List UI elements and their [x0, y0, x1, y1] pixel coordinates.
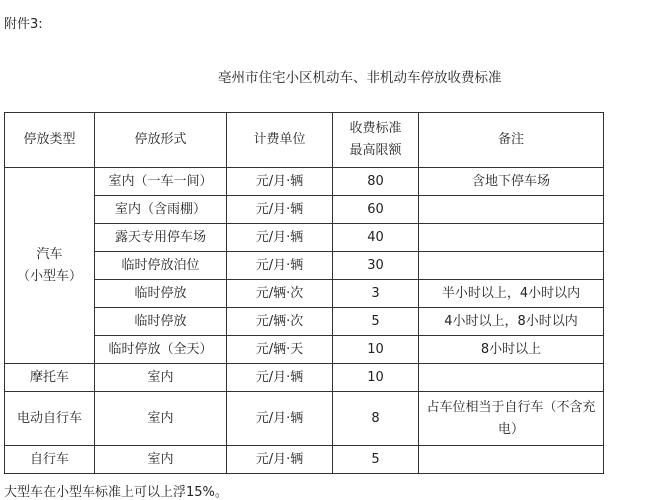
cell-form: 室内	[95, 392, 227, 446]
cell-fee: 10	[333, 364, 419, 392]
table-row	[5, 280, 604, 308]
type-car-line2: （小型车）	[16, 268, 82, 284]
annex-label: 附件3:	[4, 17, 43, 32]
cell-fee: 5	[333, 446, 419, 474]
document-title: 亳州市住宅小区机动车、非机动车停放收费标准	[218, 70, 502, 86]
type-car	[5, 168, 95, 364]
header-billing-unit: 计费单位	[227, 113, 333, 168]
cell-unit: 元/月·辆	[227, 224, 333, 252]
cell-form: 临时停放	[95, 308, 227, 336]
type-bicycle: 自行车	[5, 446, 95, 474]
cell-note	[419, 446, 604, 474]
type-motorcycle: 摩托车	[5, 364, 95, 392]
cell-note	[419, 252, 604, 280]
cell-fee: 30	[333, 252, 419, 280]
cell-form: 室内	[95, 446, 227, 474]
type-ebike: 电动自行车	[5, 392, 95, 446]
type-car-line1: 汽车	[36, 246, 63, 262]
table-row	[5, 168, 604, 196]
cell-unit: 元/月·辆	[227, 364, 333, 392]
cell-note	[419, 196, 604, 224]
cell-unit: 元/月·辆	[227, 392, 333, 446]
footnote: 大型车在小型车标准上可以上浮15%。	[4, 485, 228, 500]
cell-form: 室内（一车一间）	[95, 168, 227, 196]
parking-fee-table	[4, 112, 604, 474]
table-row	[5, 308, 604, 336]
cell-unit: 元/辆·次	[227, 308, 333, 336]
cell-fee: 60	[333, 196, 419, 224]
cell-fee: 3	[333, 280, 419, 308]
cell-fee: 80	[333, 168, 419, 196]
header-fee-standard: 收费标准	[349, 121, 402, 136]
cell-unit: 元/月·辆	[227, 446, 333, 474]
cell-form: 临时停放（全天）	[95, 336, 227, 364]
cell-form: 室内（含雨棚）	[95, 196, 227, 224]
note-ebike-line1: 占车位相当于自行车（不含充	[426, 399, 596, 415]
table-row	[5, 364, 604, 392]
table-row	[5, 224, 604, 252]
cell-unit: 元/辆·次	[227, 280, 333, 308]
cell-unit: 元/月·辆	[227, 196, 333, 224]
table-row	[5, 446, 604, 474]
cell-unit: 元/月·辆	[227, 168, 333, 196]
table-row	[5, 392, 604, 446]
note-ebike-line2: 电）	[497, 421, 524, 437]
cell-note: 半小时以上，4小时以内	[419, 280, 604, 308]
cell-fee: 10	[333, 336, 419, 364]
cell-form: 露天专用停车场	[95, 224, 227, 252]
table-row	[5, 252, 604, 280]
header-parking-form: 停放形式	[95, 113, 227, 168]
cell-note: 8小时以上	[419, 336, 604, 364]
header-max-fee	[333, 113, 419, 168]
cell-fee: 5	[333, 308, 419, 336]
cell-note	[419, 224, 604, 252]
cell-unit: 元/辆·天	[227, 336, 333, 364]
header-max-limit: 最高限额	[349, 143, 402, 158]
cell-note	[419, 364, 604, 392]
cell-unit: 元/月·辆	[227, 252, 333, 280]
header-remarks: 备注	[419, 113, 604, 168]
cell-fee: 40	[333, 224, 419, 252]
cell-fee: 8	[333, 392, 419, 446]
table-header-row	[5, 113, 604, 168]
cell-form: 临时停放	[95, 280, 227, 308]
cell-note: 含地下停车场	[419, 168, 604, 196]
cell-form: 临时停放泊位	[95, 252, 227, 280]
table-row	[5, 196, 604, 224]
cell-note: 4小时以上，8小时以内	[419, 308, 604, 336]
header-parking-type: 停放类型	[5, 113, 95, 168]
cell-form: 室内	[95, 364, 227, 392]
cell-note	[419, 392, 604, 446]
table-row	[5, 336, 604, 364]
